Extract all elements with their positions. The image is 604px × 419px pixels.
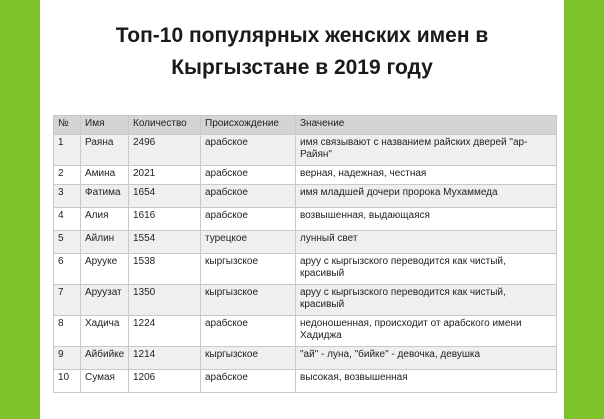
cell-name: Айбийке	[81, 347, 129, 370]
cell-origin: кыргызское	[201, 285, 296, 316]
header-meaning: Значение	[296, 116, 557, 135]
cell-meaning: "ай" - луна, "бийке" - девочка, девушка	[296, 347, 557, 370]
table-header-row	[54, 116, 557, 135]
table-row	[54, 254, 557, 285]
cell-number: 4	[54, 208, 81, 231]
page-title-line-1: Топ-10 популярных женских имен в	[115, 24, 489, 47]
infographic-card	[40, 0, 564, 419]
table-row	[54, 370, 557, 393]
cell-count: 1616	[129, 208, 201, 231]
cell-origin: турецкое	[201, 231, 296, 254]
cell-number: 3	[54, 185, 81, 208]
table-row	[54, 316, 557, 347]
cell-meaning: имя связывают с названием райских дверей "ар-Райян"	[296, 135, 557, 166]
table-row	[54, 135, 557, 166]
cell-number: 10	[54, 370, 81, 393]
cell-number: 1	[54, 135, 81, 166]
table-row	[54, 166, 557, 185]
table-row	[54, 285, 557, 316]
cell-count: 1538	[129, 254, 201, 285]
cell-count: 1350	[129, 285, 201, 316]
cell-name: Алия	[81, 208, 129, 231]
cell-number: 2	[54, 166, 81, 185]
cell-meaning: высокая, возвышенная	[296, 370, 557, 393]
cell-number: 7	[54, 285, 81, 316]
cell-name: Раяна	[81, 135, 129, 166]
cell-name: Хадича	[81, 316, 129, 347]
cell-number: 8	[54, 316, 81, 347]
header-number: №	[54, 116, 81, 135]
cell-meaning: недоношенная, происходит от арабского имени Хадиджа	[296, 316, 557, 347]
table-row	[54, 185, 557, 208]
header-origin: Происхождение	[201, 116, 296, 135]
cell-meaning: лунный свет	[296, 231, 557, 254]
cell-name: Фатима	[81, 185, 129, 208]
cell-origin: арабское	[201, 208, 296, 231]
cell-meaning: аруу с кыргызского переводится как чистый, красивый	[296, 254, 557, 285]
cell-count: 1214	[129, 347, 201, 370]
cell-meaning: аруу с кыргызского переводится как чистый, красивый	[296, 285, 557, 316]
cell-number: 6	[54, 254, 81, 285]
names-table	[53, 115, 557, 393]
cell-name: Аруузат	[81, 285, 129, 316]
cell-name: Арууке	[81, 254, 129, 285]
cell-count: 2496	[129, 135, 201, 166]
cell-count: 1654	[129, 185, 201, 208]
cell-origin: кыргызское	[201, 254, 296, 285]
header-count: Количество	[129, 116, 201, 135]
cell-count: 1224	[129, 316, 201, 347]
cell-origin: арабское	[201, 135, 296, 166]
cell-name: Айлин	[81, 231, 129, 254]
table-row	[54, 347, 557, 370]
header-name: Имя	[81, 116, 129, 135]
cell-meaning: верная, надежная, честная	[296, 166, 557, 185]
cell-origin: арабское	[201, 166, 296, 185]
cell-name: Амина	[81, 166, 129, 185]
cell-origin: арабское	[201, 370, 296, 393]
cell-number: 5	[54, 231, 81, 254]
cell-meaning: имя младшей дочери пророка Мухаммеда	[296, 185, 557, 208]
page-title	[40, 20, 564, 84]
cell-count: 2021	[129, 166, 201, 185]
table-row	[54, 231, 557, 254]
cell-count: 1206	[129, 370, 201, 393]
cell-number: 9	[54, 347, 81, 370]
cell-origin: арабское	[201, 316, 296, 347]
table-row	[54, 208, 557, 231]
cell-origin: арабское	[201, 185, 296, 208]
cell-origin: кыргызское	[201, 347, 296, 370]
cell-count: 1554	[129, 231, 201, 254]
cell-meaning: возвышенная, выдающаяся	[296, 208, 557, 231]
cell-name: Сумая	[81, 370, 129, 393]
page-title-line-2: Кыргызстане в 2019 году	[171, 56, 433, 79]
